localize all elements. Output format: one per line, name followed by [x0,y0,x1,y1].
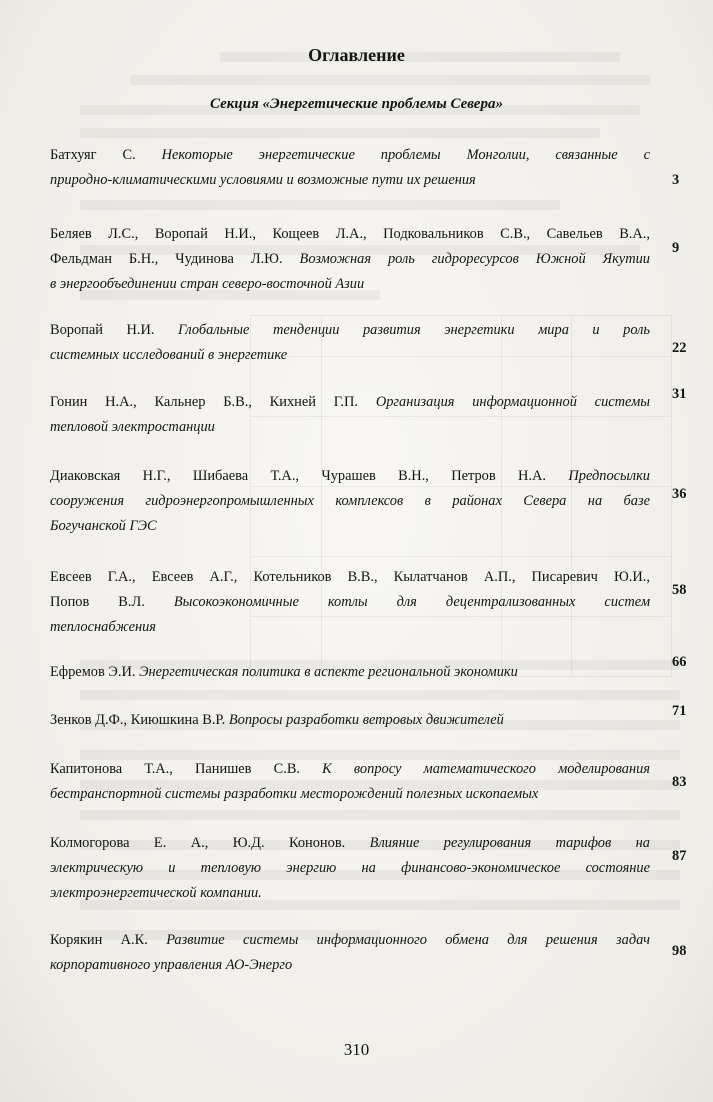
entry-authors: Евсеев Г.А., Евсеев А.Г., Котельников В.В., Кылатчанов А.П., Писаревич Ю.И., [50,569,650,585]
toc-entry [50,757,650,807]
entry-authors: Фельдман Б.Н., Чудинова Л.Ю. [50,251,283,267]
entry-title-line: К вопросу математического моделирования [322,761,650,777]
entry-authors: Попов В.Л. [50,594,145,610]
entry-page-number: 71 [672,703,687,719]
entry-page-number: 36 [672,486,687,502]
entry-authors: Воропай Н.И. [50,322,155,338]
entry-page-number: 66 [672,654,687,670]
entry-page-number: 58 [672,582,687,598]
entry-title-line: бестранспортной системы разработки месторождений полезных ископаемых [50,786,539,802]
entry-title-line: Вопросы разработки ветровых движителей [228,712,504,728]
toc-entry [50,143,650,193]
entry-page-number: 22 [672,340,687,356]
entry-title-line: Развитие системы информационного обмена для решения задач [166,932,650,948]
section-heading: Секция «Энергетические проблемы Севера» [210,96,503,112]
entry-authors: Диаковская Н.Г., Шибаева Т.А., Чурашев В.Н., Петров Н.А. [50,468,547,484]
entry-authors: Капитонова Т.А., Панишев С.В. [50,761,301,777]
toc-entry [50,831,650,906]
entry-page-number: 31 [672,386,687,402]
entry-authors: Беляев Л.С., Воропай Н.И., Кощеев Л.А., Подковальников С.В., Савельев В.А., [50,226,650,242]
toc-entry [50,708,650,733]
page-number: 310 [343,1040,370,1059]
entry-title-line: Организация информационной системы [375,394,651,410]
entry-title-line: Возможная роль гидроресурсов Южной Якутии [299,251,650,267]
entry-title-line: корпоративного управления АО-Энерго [50,957,293,973]
entry-title-line: электроэнергетической компании. [50,885,262,901]
entry-title-line: в энергообъединении стран северо-восточной Азии [50,276,365,292]
entry-title-line: Влияние регулирования тарифов на [369,835,650,851]
entry-page-number: 98 [672,943,687,959]
entry-title-line: тепловой электростанции [50,419,215,435]
toc-entry [50,222,650,297]
toc-entry [50,318,650,368]
entry-authors: Батхуяг С. [50,147,136,163]
entry-authors: Ефремов Э.И. [50,664,136,680]
entry-authors: Корякин А.К. [50,932,148,948]
entry-title-line: Предпосылки [568,468,650,484]
toc-entry [50,660,650,685]
entry-authors: Зенков Д.Ф., Киюшкина В.Р. [50,712,226,728]
entry-title-line: Некоторые энергетические проблемы Монголии, связанные с [161,147,651,163]
entry-title-line: Богучанской ГЭС [50,518,157,534]
entry-authors: Колмогорова Е. А., Ю.Д. Кононов. [50,835,346,851]
entry-page-number: 83 [672,774,687,790]
entry-page-number: 3 [672,172,680,188]
entry-title-line: сооружения гидроэнергопромышленных комплексов в районах Севера на базе [50,493,650,509]
toc-entry [50,390,650,440]
entry-title-line: системных исследований в энергетике [50,347,288,363]
entry-title-line: Глобальные тенденции развития энергетики мира и роль [178,322,650,338]
entry-title-line: Энергетическая политика в аспекте региональной экономики [139,664,518,680]
toc-entry [50,928,650,978]
entry-page-number: 87 [672,848,687,864]
entry-authors: Гонин Н.А., Кальнер Б.В., Кихней Г.П. [50,394,359,410]
toc-entry [50,464,650,539]
entry-title-line: теплоснабжения [50,619,156,635]
entry-page-number: 9 [672,240,680,256]
entry-title-line: Высокоэкономичные котлы для децентрализованных систем [173,594,651,610]
entry-title-line: природно-климатическими условиями и возможные пути их решения [50,172,476,188]
toc-entry [50,565,650,640]
entry-title-line: электрическую и тепловую энергию на финансово-экономическое состояние [50,860,650,876]
toc-heading: Оглавление [308,45,405,65]
